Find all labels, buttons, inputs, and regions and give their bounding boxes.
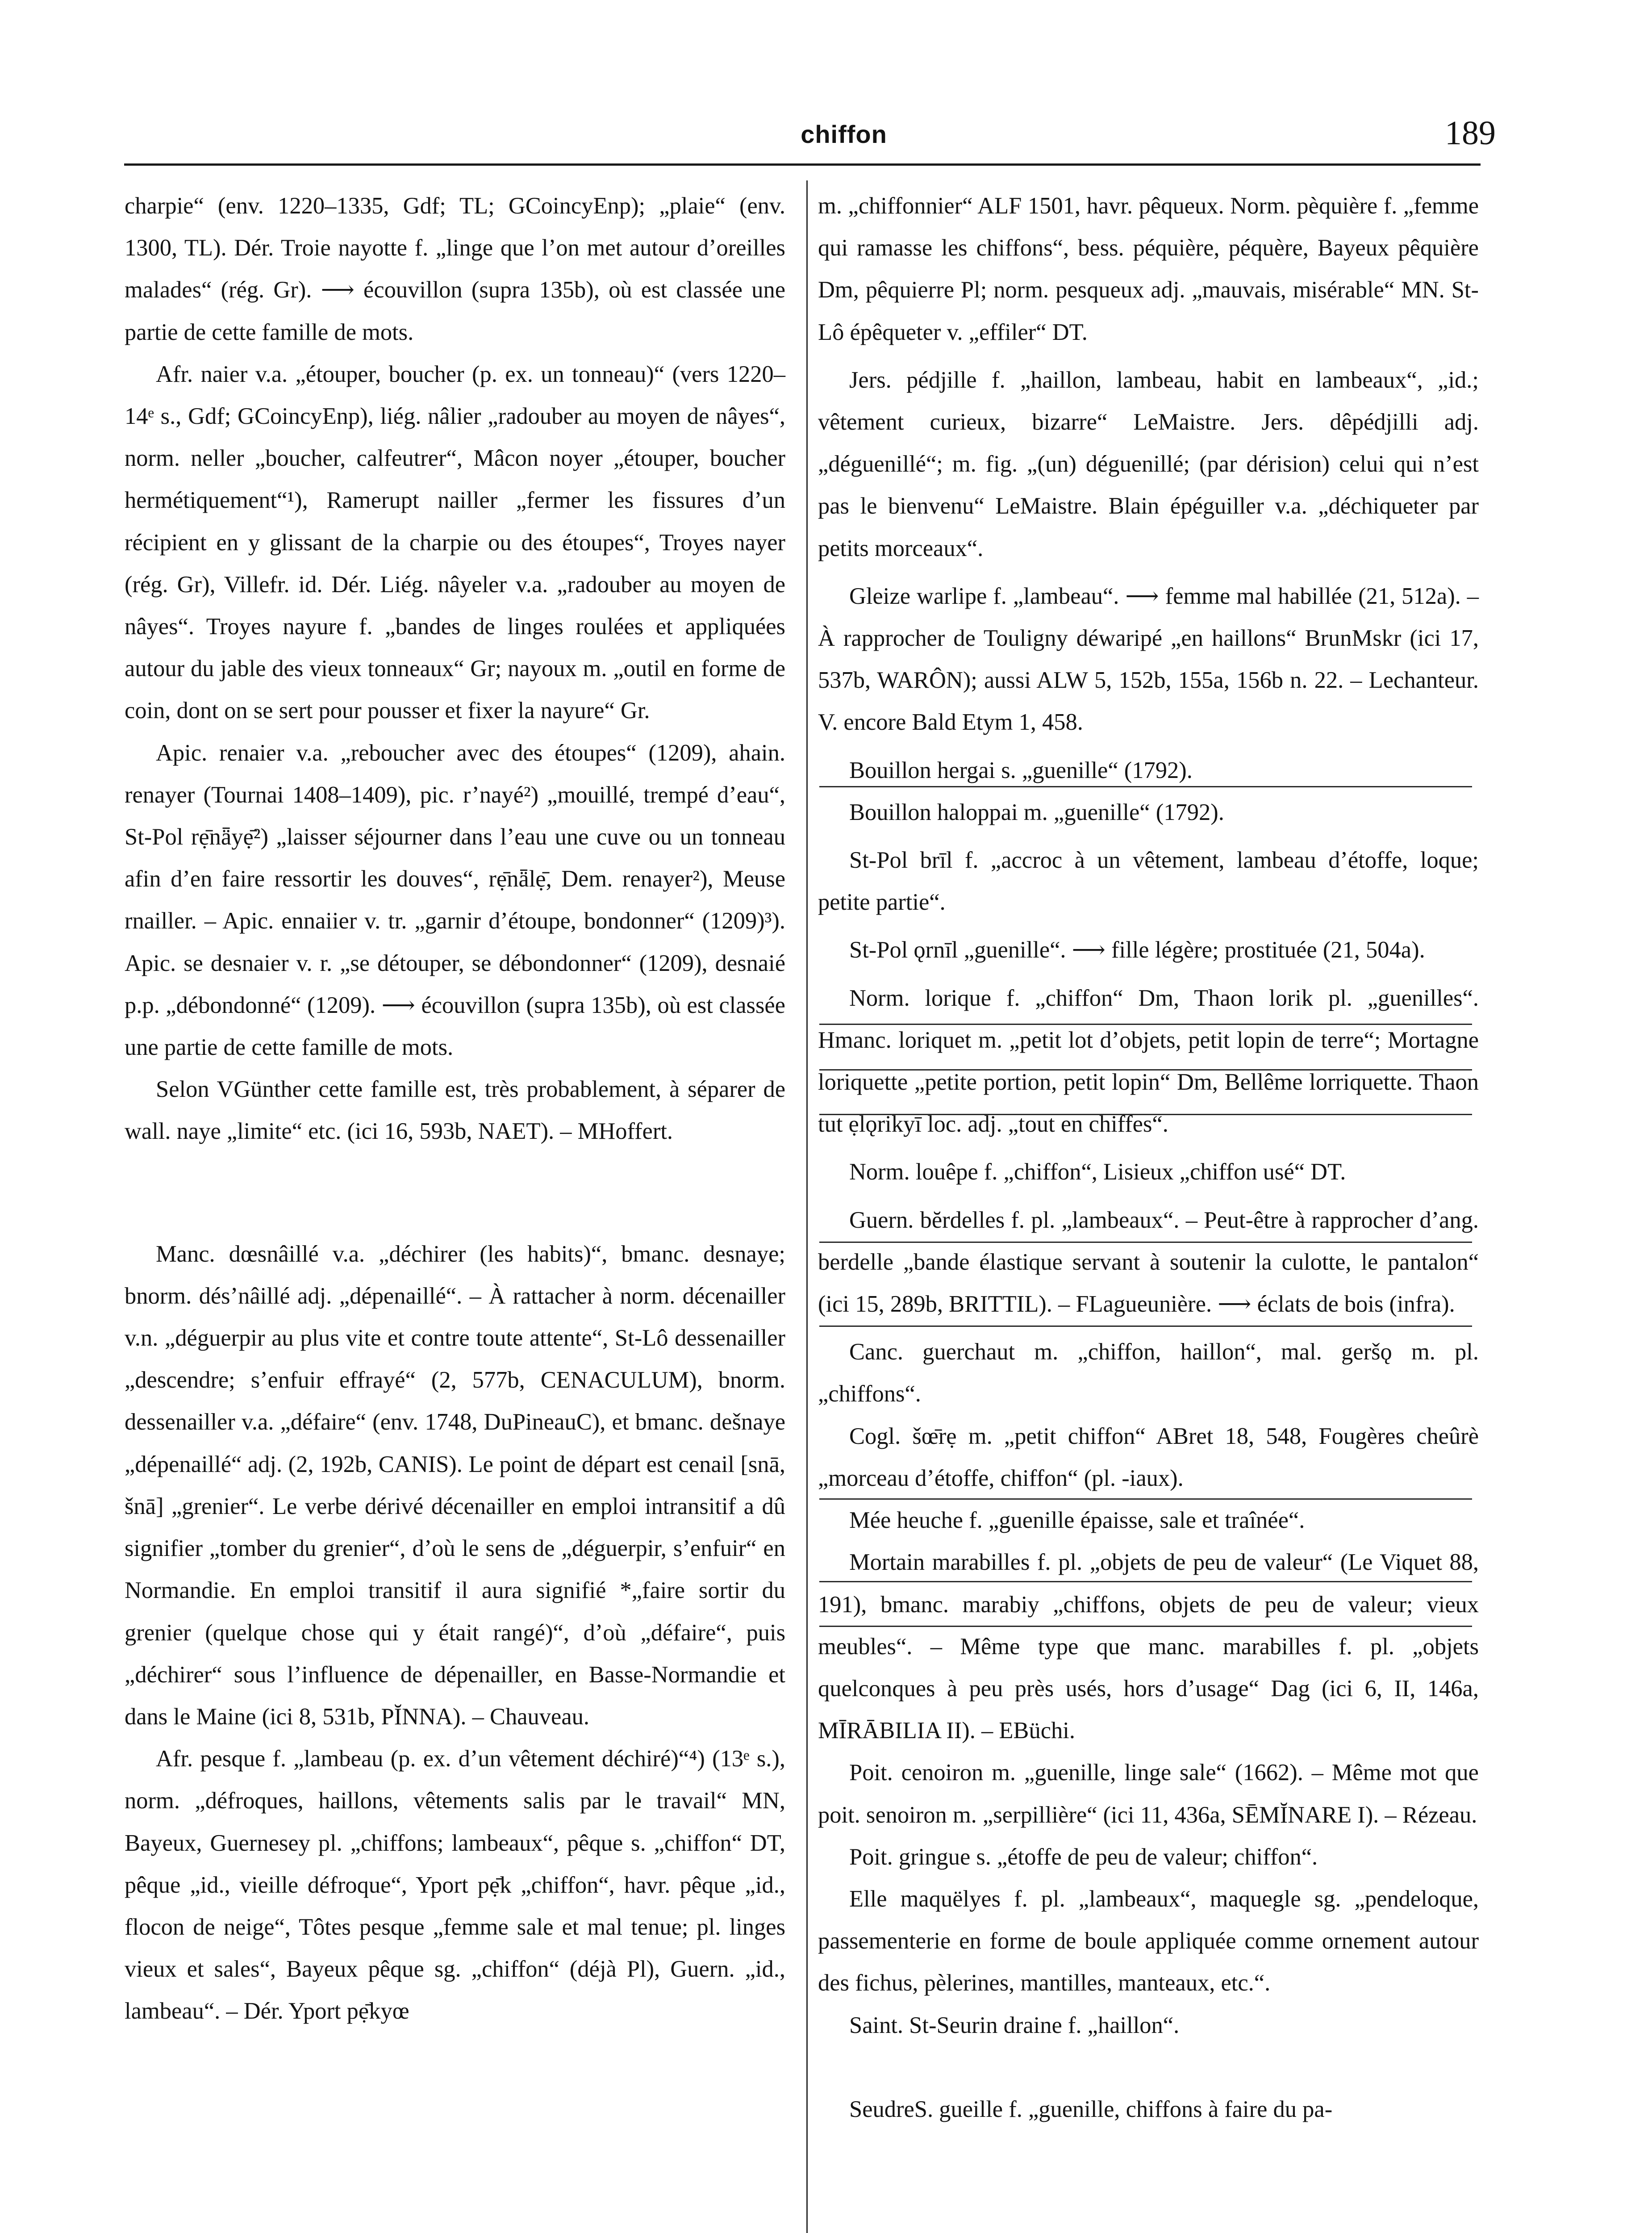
entry-paragraph: Manc. dœsnâillé v.a. „déchirer (les habits)“, bmanc. desnaye; bnorm. dés’nâillé adj. „dépenaillé“. – À rattacher à norm. décenailler v.n. „déguerpir au plus vite et contre toute attente“, St-Lô dessenailler „descendre; s’enfuir effrayé“ (2, 577b, CENACULUM), bnorm. dessenailler v.a. „défaire“ (env. 1748, DuPineauC), et bmanc. dešnaye „dépenaillé“ adj. (2, 192b, CANIS). Le point de départ est cenail [snā, šnā] „grenier“. Le verbe dérivé décenailler en emploi intransitif a dû signifier „tomber du grenier“, d’où le sens de „déguerpir, s’enfuir“ en Normandie. En emploi transitif il aura signifié *„faire sortir du grenier (quelque chose qui y était rangé)“, d’où „défaire“, puis „déchirer“ sous l’influence de dépenailler, en Basse-Normandie et dans le Maine (ici 8, 531b, PĬNNA). – Chauveau. <box>125 1241 785 1730</box>
entry-paragraph: Norm. louêpe f. „chiffon“, Lisieux „chiffon usé“ DT. <box>849 1159 1346 1185</box>
page-number: 189 <box>1445 114 1496 152</box>
entry-paragraph: Mortain marabilles f. pl. „objets de peu de valeur“ (Le Viquet 88, 191), bmanc. marabiy „chiffons, objets de peu de valeur; vieux meubles“. – Même type que manc. marabilles f. pl. „objets quelconques à peu près usés, hors d’usage“ Dag (ici 6, II, 146a, MĪRĀBILIA II). – EBüchi. <box>818 1549 1479 1744</box>
entry-paragraph: Elle maquëlyes f. pl. „lambeaux“, maquegle sg. „pendeloque, passementerie en forme de boule appliquée comme ornement autour des fichus, pèlerines, mantilles, manteaux, etc.“. <box>818 1886 1479 1996</box>
entry-paragraph: Bouillon hergai s. „guenille“ (1792). <box>849 757 1193 783</box>
entry-paragraph: Gleize warlipe f. „lambeau“. ⟶ femme mal habillée (21, 512a). – À rapprocher de Touligny déwaripé „en haillons“ BrunMskr (ici 17, 537b, WARÔN); aussi ALW 5, 152b, 155a, 156b n. 22. – Lechanteur. V. encore Bald Etym 1, 458. <box>818 583 1479 736</box>
entry-paragraph: m. „chiffonnier“ ALF 1501, havr. pêqueux. Norm. pèquière f. „femme qui ramasse les chiffons“, bess. péquière, péquère, Bayeux pêquière Dm, pêquierre Pl; norm. pesqueux adj. „mauvais, misérable“ MN. St-Lô épêqueter v. „effiler“ DT. <box>818 193 1479 345</box>
entry-paragraph: SeudreS. gueille f. „guenille, chiffons à faire du pa- <box>849 2096 1333 2122</box>
entry-paragraph: Jers. pédjille f. „haillon, lambeau, habit en lambeaux“, „id.; vêtement curieux, bizarre“ LeMaistre. Jers. dêpédjilli adj. „déguenillé“; m. fig. „(un) déguenillé; (par dérision) celui qui n’est pas le bienvenu“ LeMaistre. Blain épéguiller v.a. „déchiqueter par petits morceaux“. <box>818 367 1479 561</box>
right-column <box>818 185 1479 2130</box>
entry-paragraph: St-Pol brīl f. „accroc à un vêtement, lambeau d’étoffe, loque; petite partie“. <box>818 847 1479 916</box>
entry-paragraph: Afr. naier v.a. „étouper, boucher (p. ex. un tonneau)“ (vers 1220–14ᵉ s., Gdf; GCoincyEnp), liég. nâlier „radouber au moyen de nâyes“, norm. neller „boucher, calfeutrer“, Mâcon noyer „étouper, boucher hermétiquement“¹), Ramerupt nailler „fermer les fissures d’un récipient en y glissant de la charpie ou des étoupes“, Troyes nayer (rég. Gr), Villefr. id. Dér. Liég. nâyeler v.a. „radouber au moyen de nâyes“. Troyes nayure f. „bandes de linges roulées et appliquées autour du jable des vieux tonneaux“ Gr; nayoux m. „outil en forme de coin, dont on se sert pour pousser et fixer la nayure“ Gr. <box>125 361 785 724</box>
left-column <box>125 185 785 2032</box>
entry-paragraph: Guern. bĕrdelles f. pl. „lambeaux“. – Peut-être à rapprocher d’ang. berdelle „bande élastique servant à soutenir la culotte, le pantalon“ (ici 15, 289b, BRITTIL). – FLagueunière. ⟶ éclats de bois (infra). <box>818 1207 1479 1317</box>
header-rule <box>124 163 1481 166</box>
entry-paragraph: Bouillon haloppai m. „guenille“ (1792). <box>849 799 1224 825</box>
entry-paragraph: Canc. guerchaut m. „chiffon, haillon“, mal. geršǫ m. pl. „chiffons“. <box>818 1339 1479 1407</box>
entry-paragraph: Cogl. šœ̄rẹ m. „petit chiffon“ ABret 18, 548, Fougères cheûrè „morceau d’étoffe, chiffon“ (pl. -iaux). <box>818 1423 1479 1491</box>
entry-paragraph: Poit. gringue s. „étoffe de peu de valeur; chiffon“. <box>849 1844 1318 1870</box>
running-head-word: chiffon <box>801 120 887 148</box>
entry-paragraph: Mée heuche f. „guenille épaisse, sale et traînée“. <box>849 1507 1305 1534</box>
entry-paragraph: Afr. pesque f. „lambeau (p. ex. d’un vêtement déchiré)“⁴) (13ᵉ s.), norm. „défroques, haillons, vêtements salis par le travail“ MN, Bayeux, Guernesey pl. „chiffons; lambeaux“, pêque s. „chiffon“ DT, pêque „id., vieille défroque“, Yport pẹ̄k „chiffon“, havr. pêque „id., flocon de neige“, Tôtes pesque „femme sale et mal tenue; pl. linges vieux et sales“, Bayeux pêque sg. „chiffon“ (déjà Pl), Guern. „id., lambeau“. – Dér. Yport pẹ̄kyœ <box>125 1746 785 2024</box>
entry-paragraph: Selon VGünther cette famille est, très probablement, à séparer de wall. naye „limite“ etc. (ici 16, 593b, NAET). – MHoffert. <box>125 1076 785 1145</box>
column-divider <box>806 180 808 2233</box>
entry-paragraph: charpie“ (env. 1220–1335, Gdf; TL; GCoincyEnp); „plaie“ (env. 1300, TL). Dér. Troie nayotte f. „linge que l’on met autour d’oreilles malades“ (rég. Gr). ⟶ écouvillon (supra 135b), où est classée une partie de cette famille de mots. <box>125 193 785 345</box>
entry-paragraph: Saint. St-Seurin draine f. „haillon“. <box>849 2012 1180 2038</box>
entry-paragraph: Norm. lorique f. „chiffon“ Dm, Thaon lorik pl. „guenilles“. Hmanc. loriquet m. „petit lot d’objets, petit lopin de terre“; Mortagne loriquette „petite portion, petit lopin“ Dm, Bellême lorriquette. Thaon tut ẹlǫrikyī loc. adj. „tout en chiffes“. <box>818 985 1479 1137</box>
entry-paragraph: Apic. renaier v.a. „reboucher avec des étoupes“ (1209), ahain. renayer (Tournai 1408–1409), pic. r’nayé²) „mouillé, trempé d’eau“, St-Pol rẹ̄nǟyẹ̄²) „laisser séjourner dans l’eau une cuve ou un tonneau afin d’en faire ressortir les douves“, rẹ̄nǟlẹ̄, Dem. renayer²), Meuse rnailler. – Apic. ennaiier v. tr. „garnir d’étoupe, bondonner“ (1209)³). Apic. se desnaier v. r. „se détouper, se débondonner“ (1209), desnaié p.p. „débondonné“ (1209). ⟶ écouvillon (supra 135b), où est classée une partie de cette famille de mots. <box>125 740 785 1061</box>
entry-paragraph: Poit. cenoiron m. „guenille, linge sale“ (1662). – Même mot que poit. senoiron m. „serpillière“ (ici 11, 436a, SĒMĬNARE I). – Rézeau. <box>818 1760 1479 1828</box>
entry-paragraph: St-Pol ǫrnīl „guenille“. ⟶ fille légère; prostituée (21, 504a). <box>849 937 1425 963</box>
running-head <box>0 0 1652 179</box>
